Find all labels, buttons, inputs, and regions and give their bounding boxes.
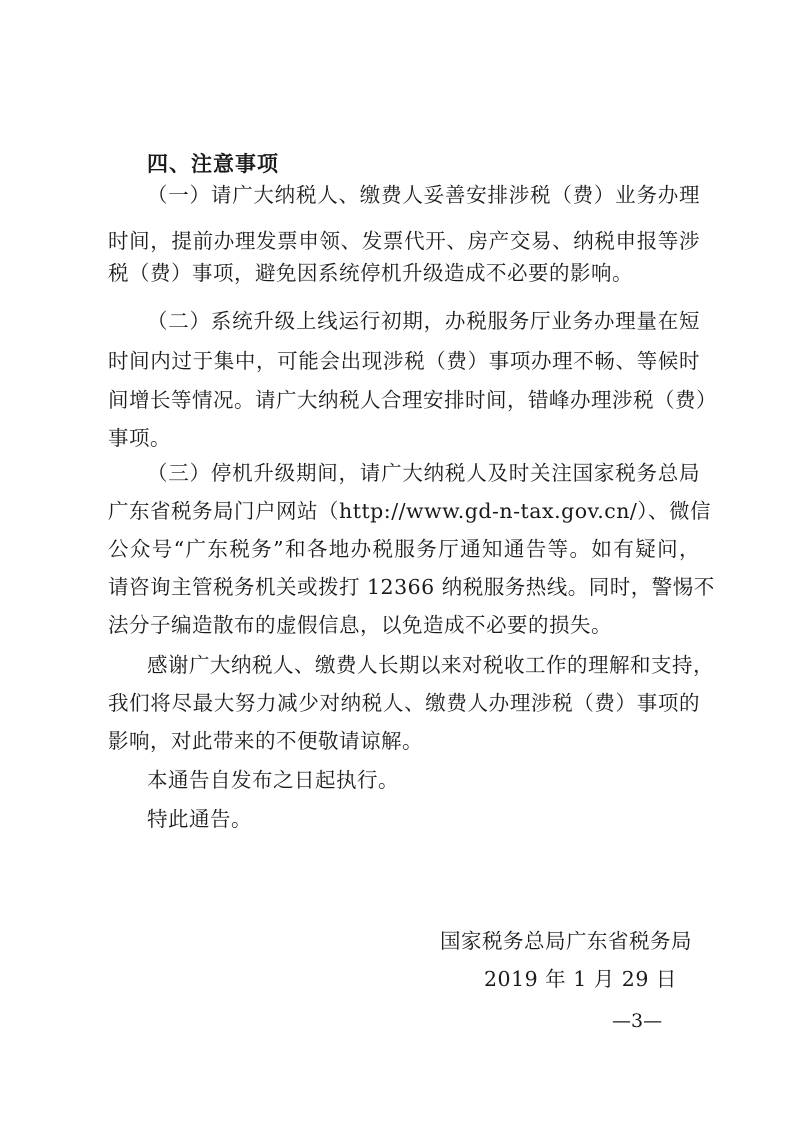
paragraph-4-line-2: 我们将尽最大努力减少对纳税人、缴费人办理涉税（费）事项的 (108, 691, 700, 715)
page-number: —3— (612, 1010, 663, 1032)
paragraph-3-line-3: 公众号“广东税务”和各地办税服务厅通知通告等。如有疑问， (108, 537, 700, 561)
paragraph-1-line-2: 时间，提前办理发票申领、发票代开、房产交易、纳税申报等涉 (108, 229, 700, 253)
paragraph-3-line-2: 广东省税务局门户网站（http://www.gd-n-tax.gov.cn/）、微信 (108, 499, 712, 523)
paragraph-6-line-1: 特此通告。 (147, 807, 252, 831)
paragraph-1-line-1: （一）请广大纳税人、缴费人妥善安排涉税（费）业务办理 (147, 183, 700, 207)
paragraph-1-line-3: 税（费）事项，避免因系统停机升级造成不必要的影响。 (108, 261, 633, 285)
issuer-name: 国家税务总局广东省税务局 (440, 929, 692, 953)
paragraph-5-line-1: 本通告自发布之日起执行。 (147, 768, 399, 792)
section-heading: 四、注意事项 (147, 152, 279, 176)
paragraph-3-line-1: （三）停机升级期间，请广大纳税人及时关注国家税务总局 (147, 461, 700, 485)
paragraph-4-line-3: 影响，对此带来的不便敬请谅解。 (108, 729, 423, 753)
paragraph-3-line-4: 请咨询主管税务机关或拨打 12366 纳税服务热线。同时，警惕不 (108, 575, 715, 599)
paragraph-2-line-3: 间增长等情况。请广大纳税人合理安排时间，错峰办理涉税（费） (108, 388, 717, 412)
paragraph-2-line-1: （二）系统升级上线运行初期，办税服务厅业务办理量在短 (147, 309, 700, 333)
paragraph-3-line-5: 法分子编造散布的虚假信息，以免造成不必要的损失。 (108, 613, 612, 637)
paragraph-2-line-4: 事项。 (108, 426, 171, 450)
paragraph-4-line-1: 感谢广大纳税人、缴费人长期以来对税收工作的理解和支持， (147, 653, 714, 677)
paragraph-2-line-2: 时间内过于集中，可能会出现涉税（费）事项办理不畅、等候时 (108, 349, 700, 373)
issue-date: 2019 年 1 月 29 日 (484, 967, 677, 991)
